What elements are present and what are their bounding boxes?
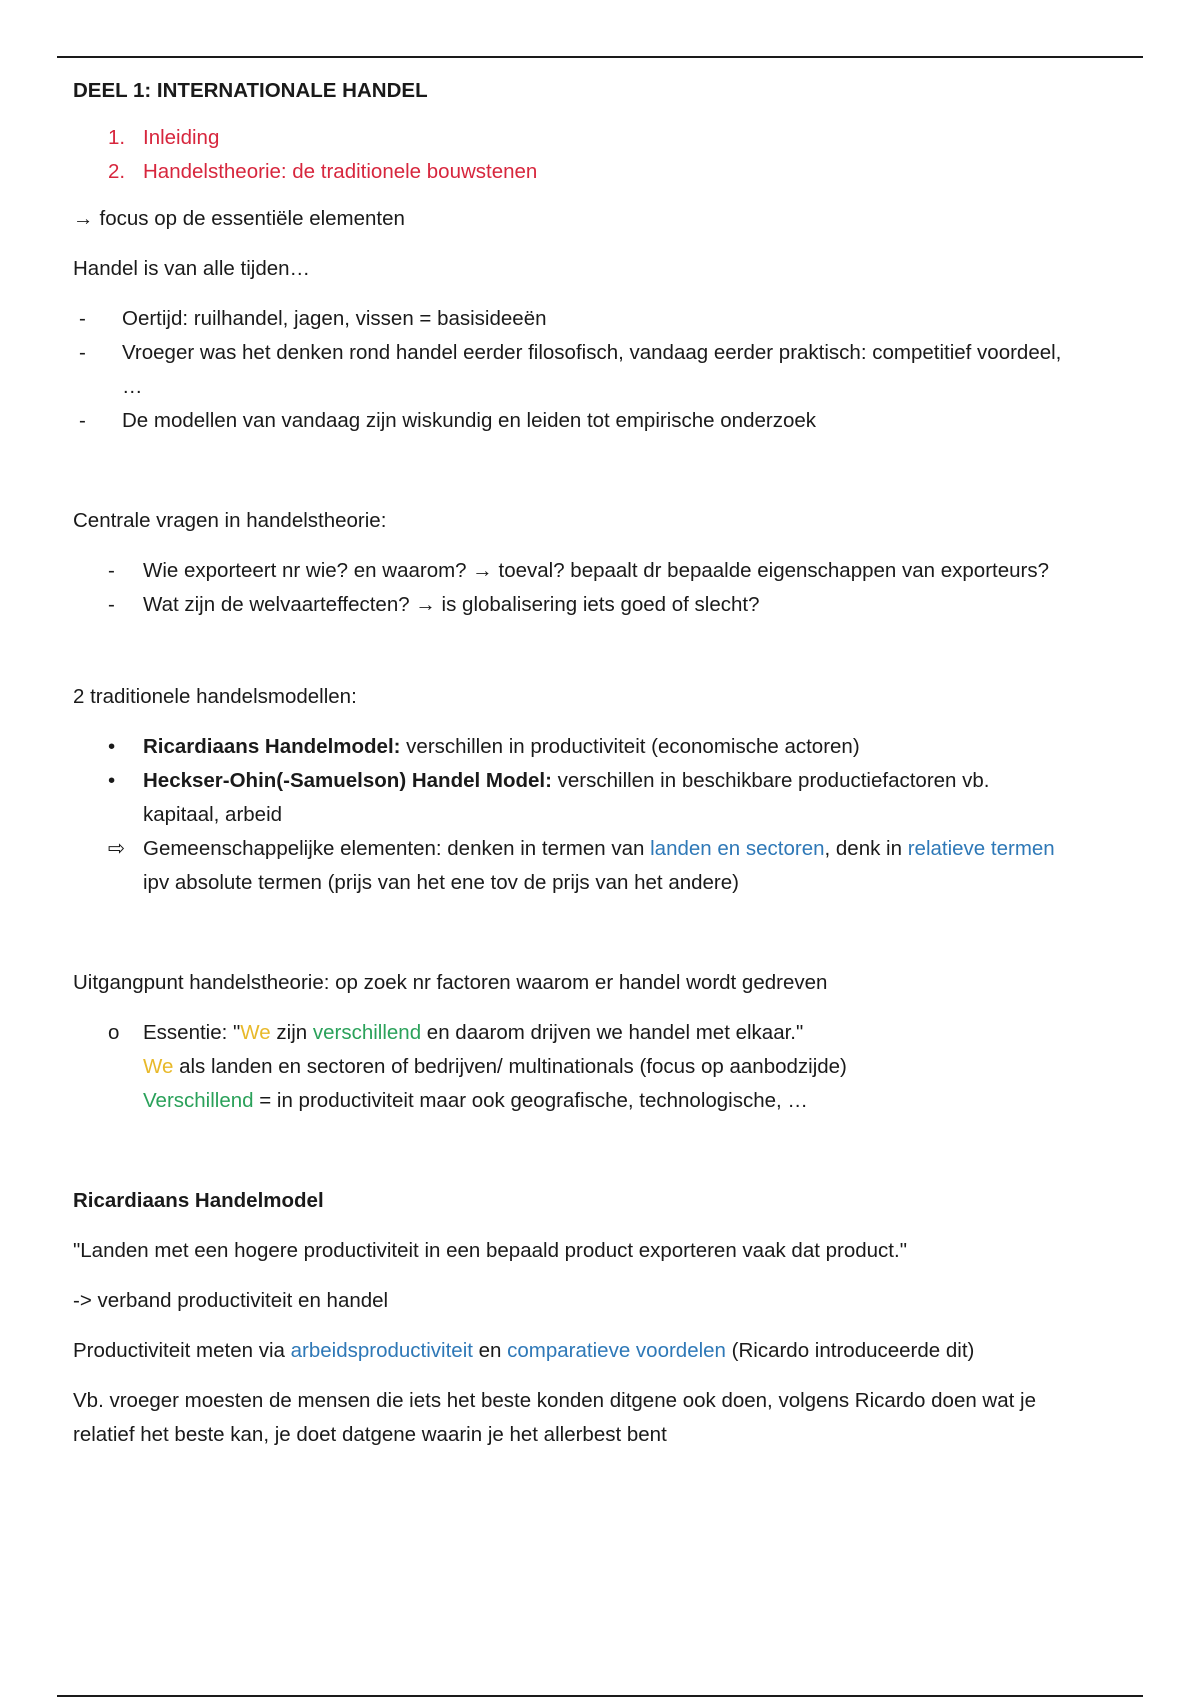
dash-marker: - — [79, 341, 86, 364]
highlight-arbeidsproductiviteit: arbeidsproductiviteit — [290, 1339, 473, 1362]
list-item — [73, 832, 1143, 900]
arrow-right-icon: → — [73, 207, 94, 230]
dash-marker: - — [108, 593, 115, 616]
essence-text: Essentie: " — [143, 1021, 241, 1044]
list-item-text: Vroeger was het denken rond handel eerder filosofisch, vandaag eerder praktisch: competitief voordeel, … — [122, 341, 1062, 398]
ricardo-link: -> verband productiviteit en handel — [73, 1289, 389, 1312]
toc-label: Handelstheorie: de traditionele bouwstenen — [143, 160, 538, 183]
essence-text: zijn — [270, 1021, 313, 1044]
bullet-marker: • — [108, 769, 116, 792]
answer-text: toeval? bepaalt dr bepaalde eigenschappen van exporteurs? — [498, 559, 1049, 582]
ricardo-example: Vb. vroeger moesten de mensen die iets het beste konden ditgene ook doen, volgens Ricardo doen wat je relatief het beste kan, je doet datgene waarin je het allerbest bent — [73, 1389, 1036, 1446]
highlight-we: We — [143, 1055, 174, 1078]
essence-line — [143, 1050, 1143, 1084]
ricardo-measure — [73, 1334, 1143, 1368]
uitgang-heading: Uitgangpunt handelstheorie: op zoek nr factoren waarom er handel wordt gedreven — [73, 971, 828, 994]
essence-line — [143, 1016, 1143, 1050]
top-rule — [57, 56, 1143, 58]
essence-text: = in productiviteit maar ook geografische, technologische, … — [253, 1089, 808, 1112]
list-item — [73, 404, 1143, 438]
ricardo-quote: "Landen met een hogere productiviteit in een bepaald product exporteren vaak dat product." — [73, 1239, 907, 1262]
common-text: , denk in — [824, 837, 908, 860]
answer-text: is globalisering iets goed of slecht? — [441, 593, 760, 616]
bottom-rule — [57, 1695, 1143, 1697]
hollow-arrow-icon: ⇨ — [108, 837, 126, 860]
toc-number: 2. — [108, 160, 126, 183]
model-name: Heckser-Ohin(-Samuelson) Handel Model: — [143, 769, 552, 792]
bullet-marker: • — [108, 735, 116, 758]
central-heading: Centrale vragen in handelstheorie: — [73, 509, 387, 532]
model-name: Ricardiaans Handelmodel: — [143, 735, 401, 758]
toc-item — [73, 121, 1143, 155]
toc-item — [73, 155, 1143, 189]
models-list — [73, 730, 1143, 900]
common-text: ipv absolute termen (prijs van het ene tov de prijs van het andere) — [143, 871, 739, 894]
highlight-verschillend: verschillend — [312, 1021, 422, 1044]
model-description: verschillen in productiviteit (economische actoren) — [400, 735, 860, 758]
list-item-text: De modellen van vandaag zijn wiskundig en leiden tot empirische onderzoek — [122, 409, 816, 432]
list-item-text: Oertijd: ruilhandel, jagen, vissen = basisideeën — [122, 307, 547, 330]
models-heading: 2 traditionele handelsmodellen: — [73, 685, 357, 708]
arrow-right-icon: → — [415, 593, 436, 616]
intro-list — [73, 302, 1143, 438]
highlight-landen-sectoren: landen en sectoren — [650, 837, 825, 860]
dash-marker: - — [79, 409, 86, 432]
highlight-we: We — [240, 1021, 271, 1044]
list-item — [73, 730, 1143, 764]
measure-text: Productiviteit meten via — [73, 1339, 291, 1362]
dash-marker: - — [108, 559, 115, 582]
list-item — [73, 302, 1143, 336]
circle-marker: o — [108, 1021, 120, 1044]
ricardo-heading: Ricardiaans Handelmodel — [73, 1189, 324, 1212]
document-page — [73, 74, 1143, 1452]
list-item — [73, 554, 1143, 588]
model-description: verschillen in beschikbare productiefactoren vb. kapitaal, arbeid — [143, 769, 990, 826]
essence-text: als landen en sectoren of bedrijven/ multinationals (focus op aanbodzijde) — [173, 1055, 847, 1078]
toc-list — [73, 121, 1143, 189]
arrow-right-icon: → — [472, 559, 493, 582]
page-title: DEEL 1: INTERNATIONALE HANDEL — [73, 79, 428, 102]
highlight-relatieve-termen: relatieve termen — [907, 837, 1055, 860]
measure-text: en — [472, 1339, 508, 1362]
intro-paragraph: Handel is van alle tijden… — [73, 257, 311, 280]
list-item — [73, 336, 1143, 404]
essence-block — [73, 1016, 1143, 1118]
measure-text: (Ricardo introduceerde dit) — [725, 1339, 975, 1362]
essence-line — [143, 1084, 1143, 1118]
question-text: Wat zijn de welvaarteffecten? — [143, 593, 410, 616]
common-text: Gemeenschappelijke elementen: denken in termen van — [143, 837, 651, 860]
focus-text: focus op de essentiële elementen — [99, 207, 405, 230]
toc-label: Inleiding — [143, 126, 220, 149]
central-list — [73, 554, 1143, 622]
highlight-comparatieve-voordelen: comparatieve voordelen — [507, 1339, 726, 1362]
highlight-verschillend: Verschillend — [143, 1089, 254, 1112]
focus-line — [73, 202, 1143, 236]
essence-text: en daarom drijven we handel met elkaar." — [421, 1021, 804, 1044]
list-item — [73, 588, 1143, 622]
list-item — [73, 764, 1143, 832]
dash-marker: - — [79, 307, 86, 330]
question-text: Wie exporteert nr wie? en waarom? — [143, 559, 467, 582]
toc-number: 1. — [108, 126, 126, 149]
